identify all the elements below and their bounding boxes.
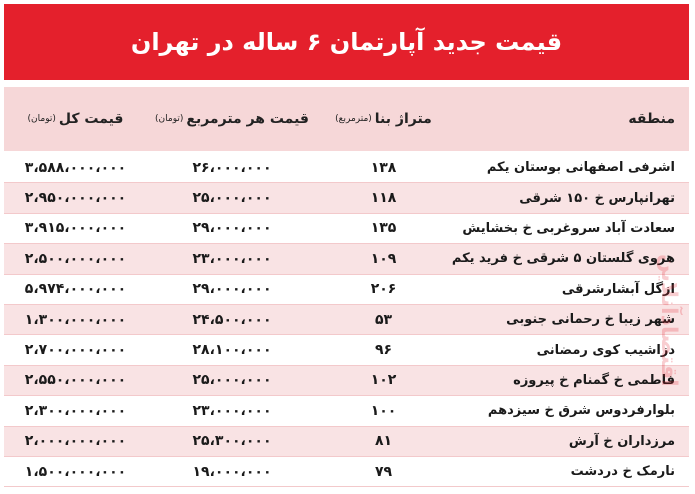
cell-region: اشرفی اصفهانی بوستان یکم <box>486 160 675 176</box>
table-row <box>4 335 689 365</box>
cell-area: ۱۰۹ <box>370 250 397 267</box>
cell-price-per-meter: ۱۹،۰۰۰،۰۰۰ <box>192 463 272 480</box>
cell-area: ۱۰۰ <box>370 402 397 419</box>
cell-region: ازگل آبشارشرقی <box>561 281 675 297</box>
cell-total-price: ۲،۵۰۰،۰۰۰،۰۰۰ <box>24 250 127 267</box>
cell-region: فاطمی خ گمنام خ پیروزه <box>513 372 675 388</box>
cell-total-price: ۲،۷۰۰،۰۰۰،۰۰۰ <box>24 342 127 359</box>
header-total-unit: (تومان) <box>27 114 56 124</box>
cell-price-per-meter: ۲۵،۰۰۰،۰۰۰ <box>192 372 272 389</box>
header-region: منطقه <box>628 111 675 127</box>
table-row <box>4 427 689 457</box>
table-row <box>4 183 689 213</box>
cell-price-per-meter: ۲۵،۰۰۰،۰۰۰ <box>192 190 272 207</box>
cell-region: هروی گلستان ۵ شرقی خ فرید یکم <box>451 251 675 267</box>
table-row <box>4 366 689 396</box>
cell-total-price: ۲،۰۰۰،۰۰۰،۰۰۰ <box>24 433 127 450</box>
header-price-per-meter: قیمت هر مترمربع (تومان) <box>155 111 309 127</box>
cell-total-price: ۳،۵۸۸،۰۰۰،۰۰۰ <box>24 159 127 176</box>
table-row <box>4 275 689 305</box>
table-header <box>4 87 689 151</box>
cell-total-price: ۱،۳۰۰،۰۰۰،۰۰۰ <box>24 311 127 328</box>
table-row <box>4 305 689 335</box>
cell-area: ۱۳۸ <box>370 159 397 176</box>
cell-price-per-meter: ۲۳،۰۰۰،۰۰۰ <box>192 402 272 419</box>
cell-total-price: ۲،۹۵۰،۰۰۰،۰۰۰ <box>24 190 127 207</box>
cell-total-price: ۱،۵۰۰،۰۰۰،۰۰۰ <box>24 463 127 480</box>
cell-region: سعادت آباد سروغربی خ بخشایش <box>462 220 675 236</box>
cell-region: مرزداران خ آرش <box>568 433 675 449</box>
cell-region: دزاشیب کوی رمضانی <box>536 342 675 358</box>
cell-area: ۸۱ <box>374 433 393 450</box>
cell-area: ۱۱۸ <box>370 190 397 207</box>
cell-total-price: ۳،۹۱۵،۰۰۰،۰۰۰ <box>24 220 127 237</box>
page-title: قیمت جدید آپارتمان ۶ ساله در تهران <box>130 28 563 56</box>
cell-price-per-meter: ۲۹،۰۰۰،۰۰۰ <box>192 220 272 237</box>
table-row <box>4 153 689 183</box>
table-row <box>4 244 689 274</box>
cell-price-per-meter: ۲۶،۰۰۰،۰۰۰ <box>192 159 272 176</box>
cell-area: ۱۳۵ <box>370 220 397 237</box>
cell-total-price: ۲،۵۵۰،۰۰۰،۰۰۰ <box>24 372 127 389</box>
cell-region: نارمک خ دردشت <box>570 464 675 480</box>
header-area-unit: (مترمربع) <box>335 114 372 124</box>
cell-price-per-meter: ۲۹،۰۰۰،۰۰۰ <box>192 281 272 298</box>
table-row <box>4 457 689 487</box>
cell-region: شهر زیبا خ رحمانی جنوبی <box>506 312 675 328</box>
cell-price-per-meter: ۲۴،۵۰۰،۰۰۰ <box>192 311 272 328</box>
table-row <box>4 214 689 244</box>
header-ppm-unit: (تومان) <box>155 114 184 124</box>
cell-region: بلوارفردوس شرق خ سیزدهم <box>487 403 675 419</box>
cell-area: ۷۹ <box>374 463 393 480</box>
cell-price-per-meter: ۲۵،۳۰۰،۰۰۰ <box>192 433 272 450</box>
cell-total-price: ۵،۹۷۴،۰۰۰،۰۰۰ <box>24 281 127 298</box>
table-row <box>4 396 689 426</box>
cell-price-per-meter: ۲۳،۰۰۰،۰۰۰ <box>192 250 272 267</box>
cell-area: ۹۶ <box>374 342 393 359</box>
header-total-price: قیمت کل (تومان) <box>27 111 124 127</box>
watermark-logo: اقتصادآنلاین <box>656 254 681 387</box>
cell-area: ۱۰۲ <box>370 372 397 389</box>
cell-price-per-meter: ۲۸،۱۰۰،۰۰۰ <box>192 342 272 359</box>
cell-region: تهرانپارس خ ۱۵۰ شرقی <box>519 190 675 206</box>
title-bar <box>4 4 689 80</box>
cell-area: ۵۳ <box>374 311 393 328</box>
price-table-card <box>4 4 689 490</box>
table-body <box>4 153 689 487</box>
header-area: متراژ بنا (مترمربع) <box>335 111 432 127</box>
cell-total-price: ۲،۳۰۰،۰۰۰،۰۰۰ <box>24 402 127 419</box>
cell-area: ۲۰۶ <box>370 281 397 298</box>
